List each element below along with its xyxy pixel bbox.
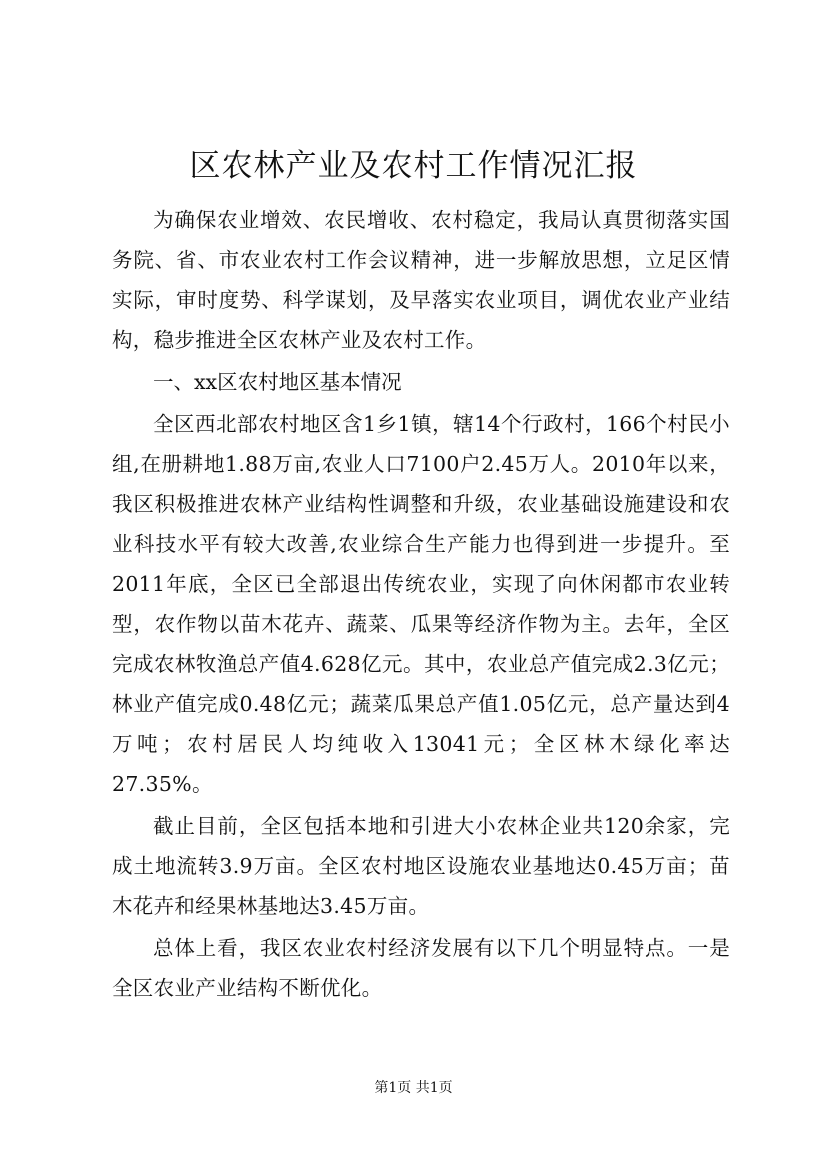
section-paragraph-2: 截止目前，全区包括本地和引进大小农林企业共120余家，完成土地流转3.9万亩。全区农村地区设施农业基地达0.45万亩；苗木花卉和经果林基地达3.45万亩。 [112,814,730,918]
document-body [112,200,730,1008]
section-paragraph-1: 全区西北部农村地区含1乡1镇，辖14个行政村，166个村民小组,在册耕地1.88万亩,农业人口7100户2.45万人。2010年以来，我区积极推进农林产业结构性调整和升级，农业基础设施建设和农业科技水平有较大改善,农业综合生产能力也得到进一步提升。至2011年底，全区已全部退出传统农业，实现了向休闲都市农业转型，农作物以苗木花卉、蔬菜、瓜果等经济作物为主。去年，全区完成农林牧渔总产值4.628亿元。其中，农业总产值完成2.3亿元；林业产值完成0.48亿元；蔬菜瓜果总产值1.05亿元，总产量达到4万吨；农村居民人均纯收入13041元；全区林木绿化率达27.35%。 [112,412,730,796]
page-footer: 第1页 共1页 [374,1080,453,1096]
section-heading: 一、xx区农村地区基本情况 [153,370,402,394]
section-paragraph-3: 总体上看，我区农业农村经济发展有以下几个明显特点。一是全区农业产业结构不断优化。 [112,936,730,1000]
document-title: 区农林产业及农村工作情况汇报 [189,148,638,184]
intro-paragraph: 为确保农业增效、农民增收、农村稳定，我局认真贯彻落实国务院、省、市农业农村工作会议精神，进一步解放思想，立足区情实际，审时度势、科学谋划，及早落实农业项目，调优农业产业结构，稳步推进全区农林产业及农村工作。 [112,208,730,352]
